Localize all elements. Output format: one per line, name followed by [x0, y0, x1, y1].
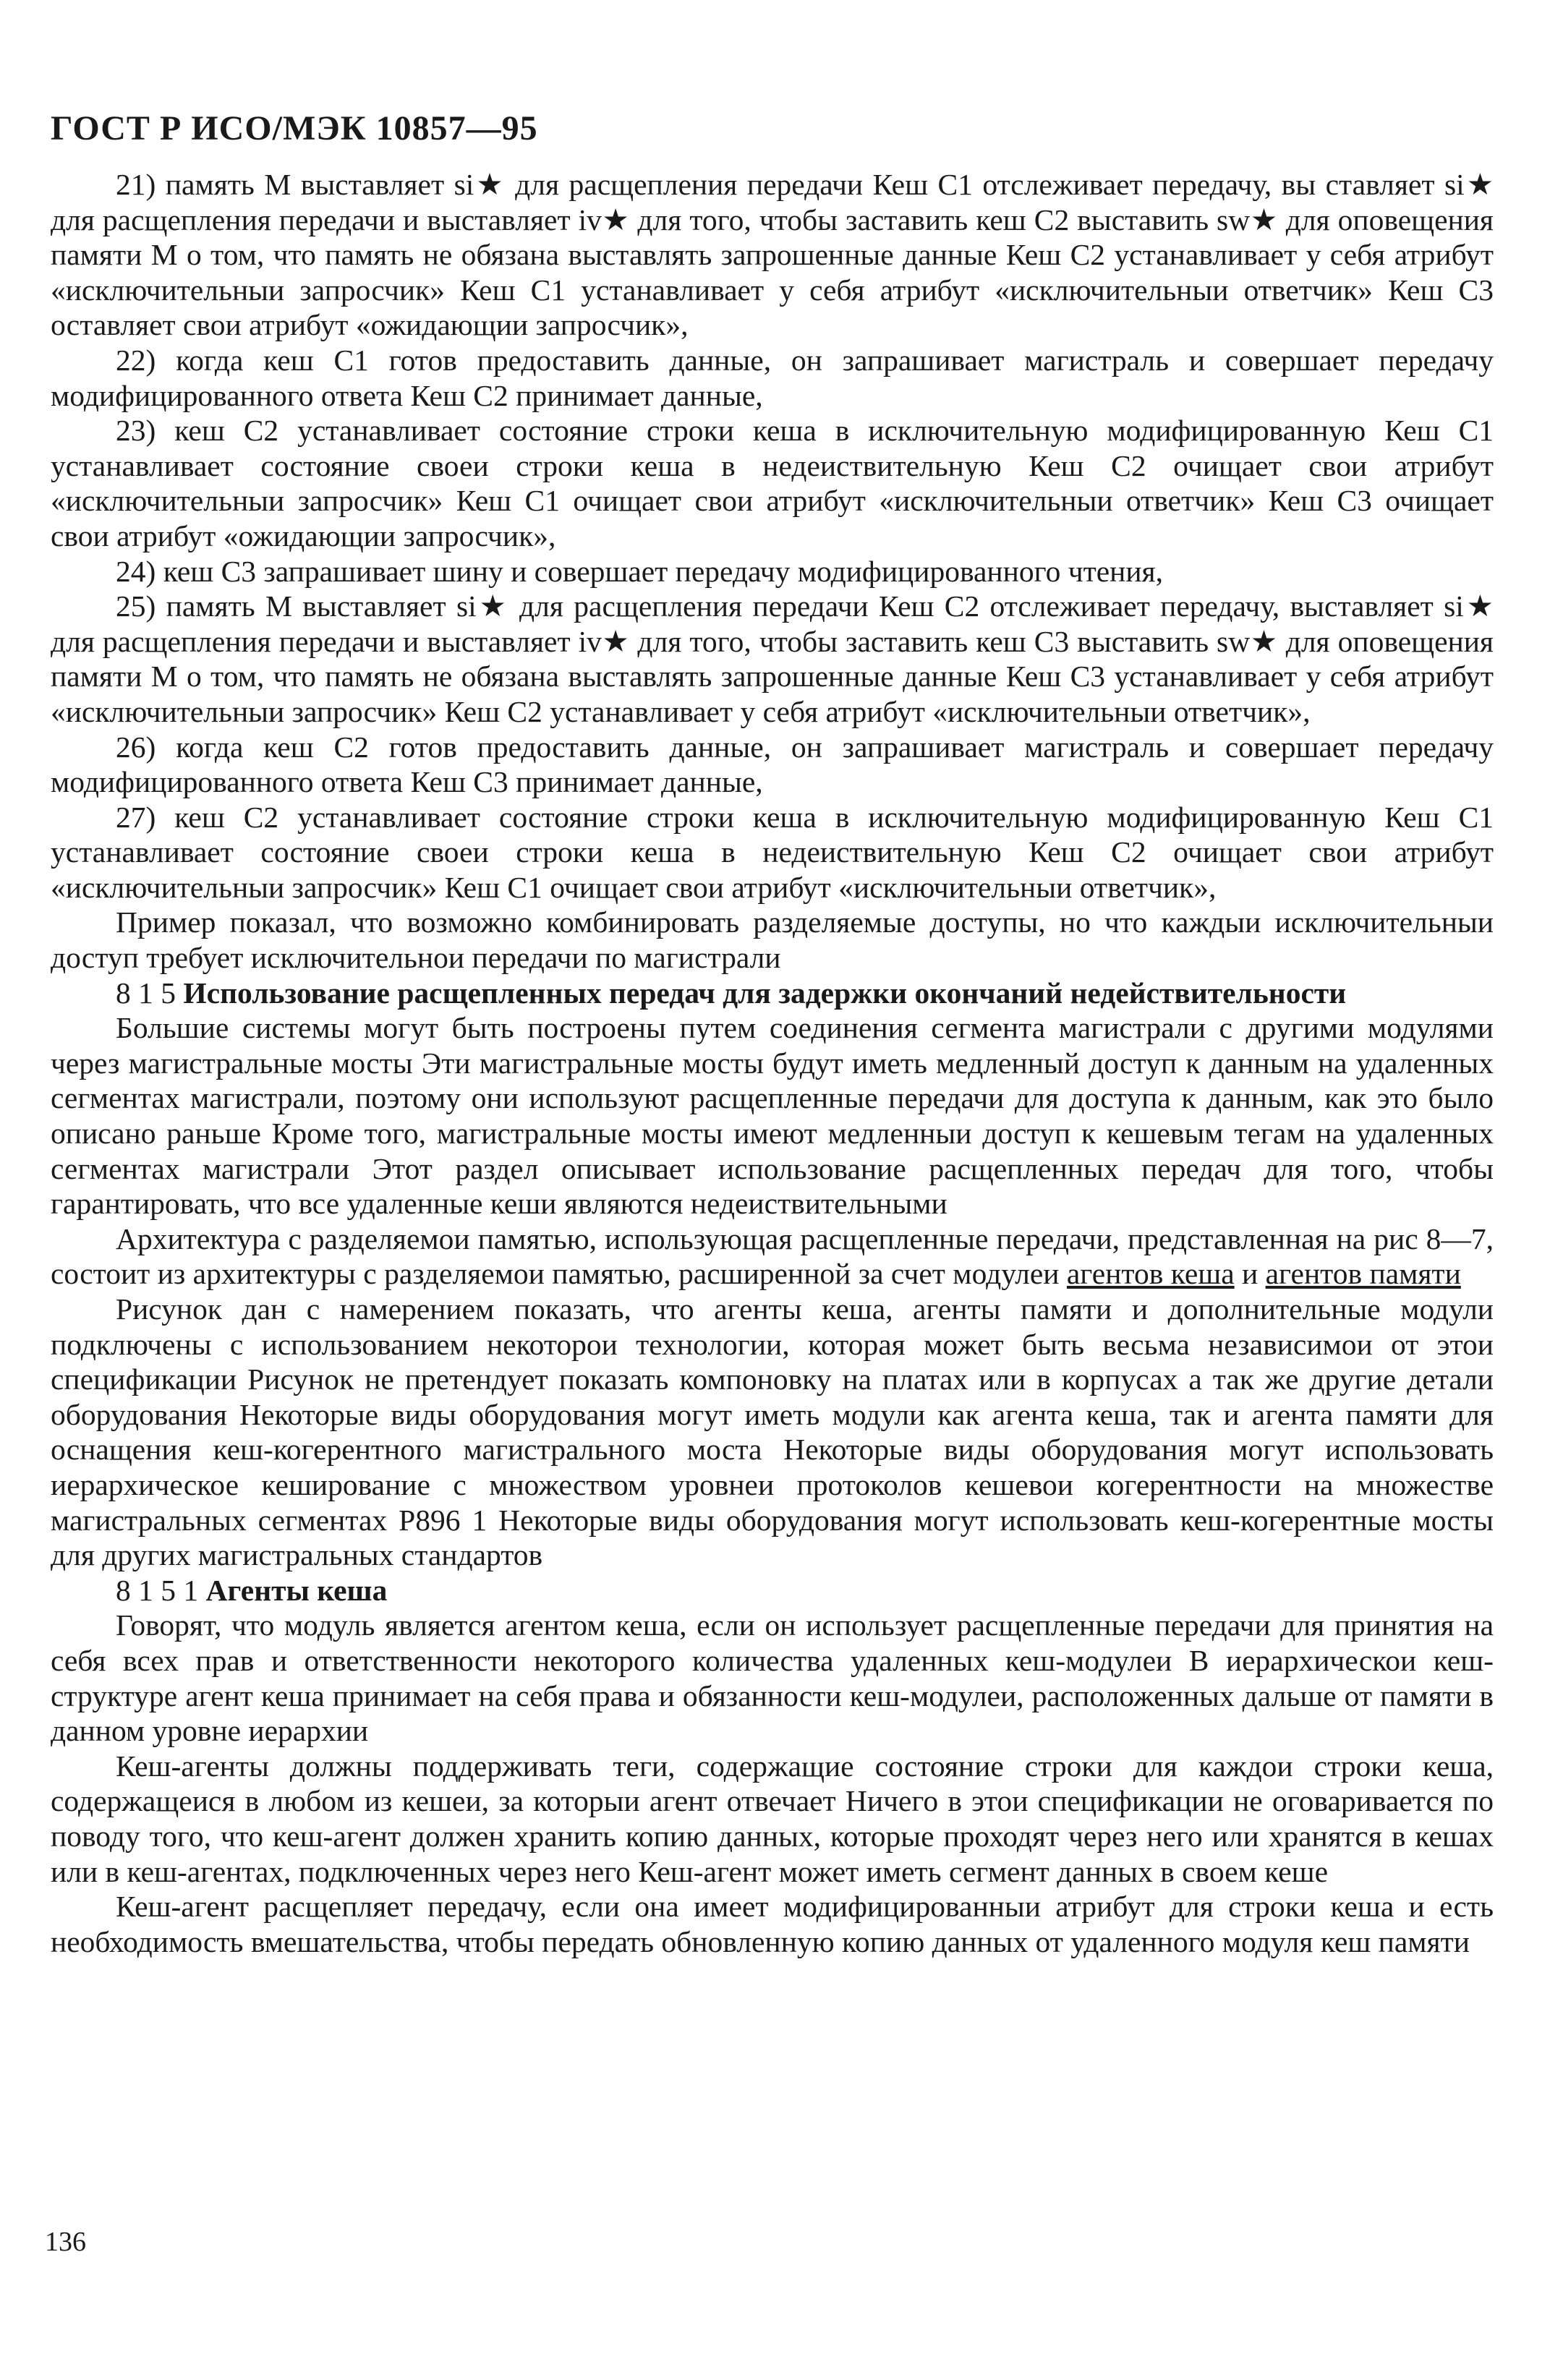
paragraph-large-systems: Большие системы могут быть построены путем соединения сегмента магистрали с другими модулями через магистральные мосты Эти магистральные мосты будут иметь медленный доступ к данным на удаленных сегментах магистрали, поэтому они используют расщепленные передачи для доступа к данным, как это было описано раньше Кроме того, магистральные мосты имеют медленныи доступ к кешевым тегам на удаленных сегментах магистрали Этот раздел описывает использование расщепленных передач для того, чтобы гарантировать, что все удаленные кеши являются недеиствительными: [51, 1011, 1494, 1221]
page-number: 136: [45, 2227, 86, 2257]
link-cache-agents[interactable]: агентов кеша: [1066, 1257, 1235, 1291]
document-header: ГОСТ Р ИСО/МЭК 10857—95: [51, 109, 538, 148]
document-page: [51, 108, 1494, 1959]
section-heading-815: [51, 976, 1494, 1011]
document-body: [51, 167, 1494, 1959]
paragraph-architecture: [51, 1221, 1494, 1292]
paragraph-figure-description: Рисунок дан с намерением показать, что агенты кеша, агенты памяти и дополнительные модули подключены с использованием некоторои технологии, которая может быть весьма независимои от этои спецификации Рисунок не претендует показать компоновку на платах или в корпусах а так же другие детали оборудования Некоторые виды оборудования могут иметь модули как агента кеша, так и агента памяти для оснащения кеш-когерентного магистрального моста Некоторые виды оборудования могут использовать иерархическое кеширование с множеством уровнеи протоколов кешевои когерентности на множестве магистральных сегментах Р896 1 Некоторые виды оборудования могут использовать кеш-когерентные мосты для других магистральных стандартов: [51, 1292, 1494, 1572]
link-memory-agents[interactable]: агентов памяти: [1265, 1257, 1461, 1291]
section-number: 8 1 5: [116, 976, 176, 1010]
section-heading-8151: [51, 1573, 1494, 1608]
paragraph-item-25: 25) память М выставляет si★ для расщепления передачи Кеш С2 отслеживает передачу, выставляет si★ для расщепления передачи и выставляет iv★ для того, чтобы заставить кеш С3 выставить sw★ для оповещения памяти М о том, что память не обязана выставлять запрошенные данные Кеш С3 устанавливает у себя атрибут «исключительныи запросчик» Кеш С2 устанавливает у себя атрибут «исключительныи ответчик»,: [51, 589, 1494, 728]
section-title: Агенты кеша: [205, 1573, 388, 1607]
paragraph-item-22: 22) когда кеш С1 готов предоставить данные, он запрашивает магистраль и совершает передачу модифицированного ответа Кеш С2 принимает данные,: [51, 343, 1494, 412]
section-title: Использование расщепленных передач для задержки окончаний недействительности: [183, 976, 1347, 1010]
paragraph-item-23: 23) кеш С2 устанавливает состояние строки кеша в исключительную модифицированную Кеш С1 устанавливает состояние своеи строки кеша в недеиствительную Кеш С2 очищает свои атрибут «исключительныи запросчик» Кеш С1 очищает свои атрибут «исключительныи ответчик» Кеш С3 очищает свои атрибут «ожидающии запросчик»,: [51, 414, 1494, 553]
paragraph-item-21: 21) память М выставляет si★ для расщепления передачи Кеш С1 отслеживает передачу, вы ставляет si★ для расщепления передачи и выставляет iv★ для того, чтобы заставить кеш С2 выставить sw★ для оповещения памяти М о том, что память не обязана выставлять запрошенные данные Кеш С2 устанавливает у себя атрибут «исключительныи запросчик» Кеш С1 устанавливает у себя атрибут «исключительныи ответчик» Кеш С3 оставляет свои атрибут «ожидающии запросчик»,: [51, 168, 1494, 342]
paragraph-cache-agent-tags: Кеш-агенты должны поддерживать теги, содержащие состояние строки для каждои строки кеша, содержащеися в любом из кешеи, за которыи агент отвечает Ничего в этои спецификации не оговаривается по поводу того, что кеш-агент должен хранить копию данных, которые проходят через него или хранятся в кешах или в кеш-агентах, подключенных через него Кеш-агент может иметь сегмент данных в своем кеше: [51, 1749, 1494, 1888]
paragraph-architecture-middle: и: [1234, 1257, 1266, 1291]
section-number: 8 1 5 1: [116, 1573, 199, 1607]
paragraph-item-26: 26) когда кеш С2 готов предоставить данные, он запрашивает магистраль и совершает передачу модифицированного ответа Кеш С3 принимает данные,: [51, 730, 1494, 799]
paragraph-item-27: 27) кеш С2 устанавливает состояние строки кеша в исключительную модифицированную Кеш С1 устанавливает состояние своеи строки кеша в недеиствительную Кеш С2 очищает свои атрибут «исключительныи запросчик» Кеш С1 очищает свои атрибут «исключительныи ответчик»,: [51, 800, 1494, 904]
paragraph-item-24: 24) кеш С3 запрашивает шину и совершает передачу модифицированного чтения,: [116, 554, 1164, 588]
paragraph-cache-agent-definition: Говорят, что модуль является агентом кеша, если он использует расщепленные передачи для принятия на себя всех прав и ответственности некоторого количества удаленных кеш-модулеи В иерархическои кеш-структуре агент кеша принимает на себя права и обязанности кеш-модулеи, расположенных дальше от памяти в данном уровне иерархии: [51, 1608, 1494, 1748]
paragraph-cache-agent-split: Кеш-агент расщепляет передачу, если она имеет модифицированныи атрибут для строки кеша и есть необходимость вмешательства, чтобы передать обновленную копию данных от удаленного модуля кеш памяти: [51, 1890, 1494, 1958]
paragraph-example-summary: Пример показал, что возможно комбинировать разделяемые доступы, но что каждыи исключительныи доступ требует исключительнои передачи по магистрали: [51, 905, 1494, 975]
paragraph-architecture-text: Архитектура с разделяемои памятью, использующая расщепленные передачи, представленная на рис 8—7, состоит из архитектуры с разделяемои памятью, расширенной за счет модулеи: [51, 1221, 1494, 1291]
